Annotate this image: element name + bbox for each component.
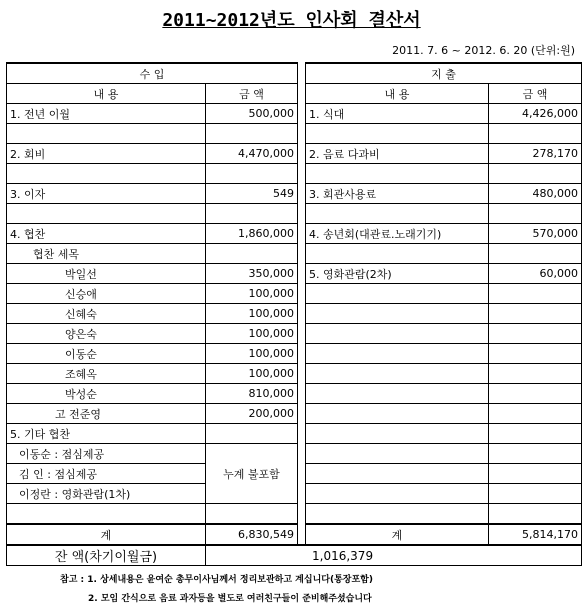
expense-item: 5. 영화관람(2차): [306, 264, 489, 284]
income-item: 4. 협찬: [7, 224, 206, 244]
other-sponsor: 이동순 : 점심제공: [7, 444, 206, 464]
donor-name: 박성순: [7, 384, 206, 404]
income-header: 수 입: [7, 63, 298, 84]
donor-name: 양은숙: [7, 324, 206, 344]
expense-item: 1. 식대: [306, 104, 489, 124]
page-title: 2011~2012년도 인사회 결산서: [162, 10, 421, 31]
donor-amount: 200,000: [206, 404, 298, 424]
donor-name: 이동순: [7, 344, 206, 364]
income-total-label: 계: [7, 524, 206, 545]
balance-value: 1,016,379: [206, 545, 582, 566]
donor-amount: 100,000: [206, 344, 298, 364]
income-amount: 4,470,000: [206, 144, 298, 164]
expense-total: 5,814,170: [489, 524, 582, 545]
period-label: 2011. 7. 6 ~ 2012. 6. 20 (단위:원): [392, 44, 575, 57]
donor-amount: 350,000: [206, 264, 298, 284]
expense-amount: 570,000: [489, 224, 582, 244]
income-amount: 1,860,000: [206, 224, 298, 244]
other-sponsor-note: 누계 불포함: [206, 444, 298, 504]
expense-total-label: 계: [306, 524, 489, 545]
donor-amount: 810,000: [206, 384, 298, 404]
donor-name: 신혜숙: [7, 304, 206, 324]
sponsor-detail-header: 협찬 세목: [7, 244, 206, 264]
other-sponsor: 이정란 : 영화관람(1차): [7, 484, 206, 504]
expense-item-header: 내 용: [306, 84, 489, 104]
note-2: 2. 모임 간식으로 음료 과자등을 별도로 여러친구들이 준비해주셨습니다: [88, 594, 372, 604]
settlement-table: [6, 62, 582, 566]
donor-amount: 100,000: [206, 304, 298, 324]
income-item-header: 내 용: [7, 84, 206, 104]
donor-amount: 100,000: [206, 284, 298, 304]
balance-label: 잔 액(차기이월금): [7, 545, 206, 566]
expense-amount: 480,000: [489, 184, 582, 204]
donor-name: 조혜옥: [7, 364, 206, 384]
income-item: 2. 회비: [7, 144, 206, 164]
expense-item: 2. 음료 다과비: [306, 144, 489, 164]
income-item: 3. 이자: [7, 184, 206, 204]
donor-amount: 100,000: [206, 324, 298, 344]
income-total: 6,830,549: [206, 524, 298, 545]
income-amount: 549: [206, 184, 298, 204]
donor-amount: 100,000: [206, 364, 298, 384]
expense-amount: 60,000: [489, 264, 582, 284]
donor-name: 박일선: [7, 264, 206, 284]
income-item: 5. 기타 협찬: [7, 424, 206, 444]
expense-amount: 278,170: [489, 144, 582, 164]
income-amount-header: 금 액: [206, 84, 298, 104]
donor-name: 고 전준영: [7, 404, 206, 424]
expense-amount: 4,426,000: [489, 104, 582, 124]
note-1: 참고 : 1. 상세내용은 윤여순 총무이사님께서 정리보관하고 계십니다(통장포함): [60, 575, 373, 585]
expense-amount-header: 금 액: [489, 84, 582, 104]
other-sponsor: 김 인 : 점심제공: [7, 464, 206, 484]
expense-item: 3. 회관사용료: [306, 184, 489, 204]
donor-name: 신승애: [7, 284, 206, 304]
income-amount: 500,000: [206, 104, 298, 124]
expense-item: 4. 송년회(대관료.노래기기): [306, 224, 489, 244]
income-item: 1. 전년 이월: [7, 104, 206, 124]
expense-header: 지 출: [306, 63, 582, 84]
